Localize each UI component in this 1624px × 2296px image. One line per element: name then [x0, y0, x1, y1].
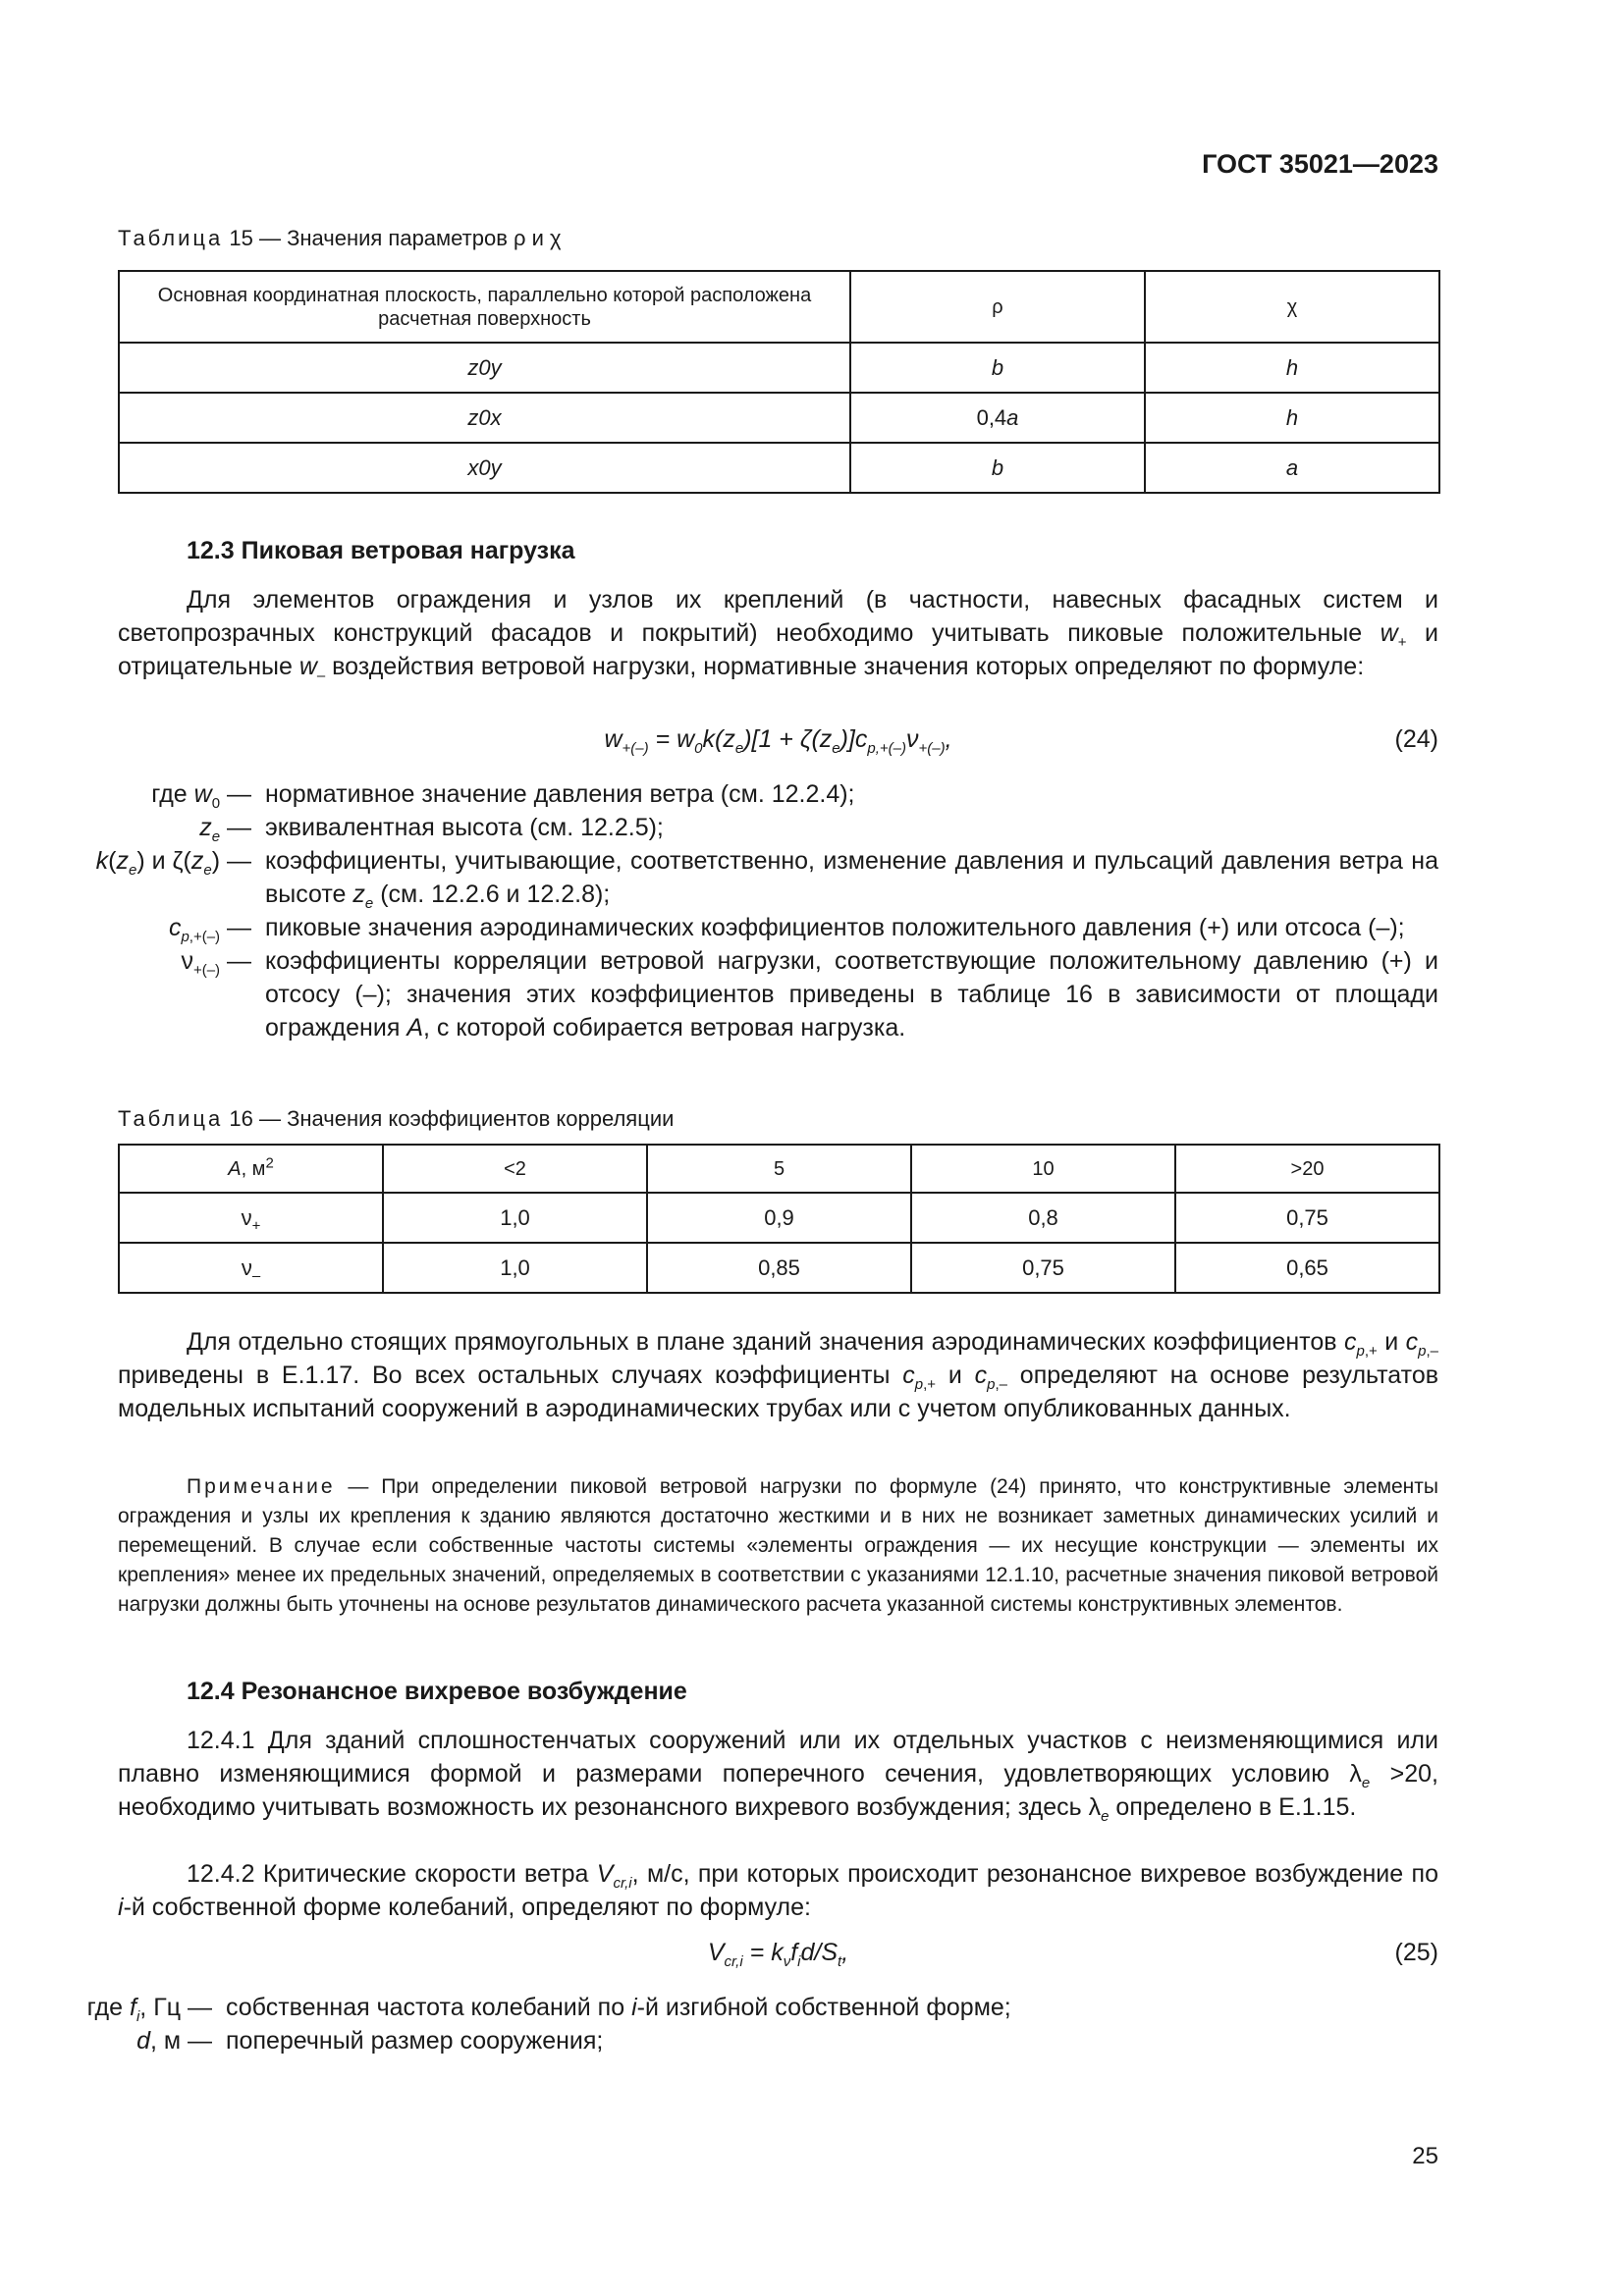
def-cp: пиковые значения аэродинамических коэффициентов положительного давления (+) или отсоса (–);: [265, 914, 1405, 941]
table16-head: 5: [647, 1145, 911, 1193]
table16-head: >20: [1175, 1145, 1439, 1193]
def-d: поперечный размер сооружения;: [226, 2027, 604, 2055]
formula-25-number: (25): [1394, 1939, 1438, 1966]
formula-24: $w_{+(-)} = w_0k(z_e)[1 + \zeta(z_e)]c_{p,+(-)}\nu_{+(-)}$, (24): [118, 722, 1438, 762]
def-ze: эквивалентная высота (см. 12.2.5);: [265, 814, 664, 841]
def-fi: собственная частота колебаний по i-й изгибной собственной форме;: [226, 1994, 1011, 2021]
table16-cell: 0,85: [647, 1243, 911, 1293]
table15-head-rho: ρ: [850, 271, 1145, 343]
table16-cell: 0,65: [1175, 1243, 1439, 1293]
table15-head-plane: Основная координатная плоскость, параллельно которой расположена расчетная поверхность: [119, 271, 850, 343]
table16-head: 10: [911, 1145, 1175, 1193]
formula-24-number: (24): [1394, 725, 1438, 753]
table16: [118, 1144, 1440, 1294]
table15-head-chi: χ: [1145, 271, 1439, 343]
section-12-3-intro: Для элементов ограждения и узлов их креплений (в частности, навесных фасадных систем и светопрозрачных конструкций фасадов и покрытий) необходимо учитывать пиковые положительные $w_+$ и отрицательные $w_-$ воздействия ветровой нагрузки, нормативные значения которых определяют по формуле:: [118, 586, 1438, 684]
table16-caption: Таблица 16 — Значения коэффициентов корреляции: [118, 1106, 675, 1131]
table16-cell: 0,75: [911, 1243, 1175, 1293]
def-w0: нормативное значение давления ветра (см. 12.2.4);: [265, 780, 855, 808]
section-12-4-1: 12.4.1 Для зданий сплошностенчатых сооружений или их отдельных участков с неизменяющимися или плавно изменяющимися формой и размерами поперечного сечения, удовлетворяющих условию $\lambda_e >20$, необходимо учитывать возможность их резонансного вихревого возбуждения; здесь $\lambda_e$ определено в Е.1.15.: [118, 1727, 1438, 1825]
table15-cell: h: [1145, 393, 1439, 443]
formula-25: $V_{cr,i} = k_\nu f_id/S_t$, (25): [118, 1936, 1438, 1975]
table16-cell: 1,0: [383, 1243, 647, 1293]
table16-cell: 1,0: [383, 1193, 647, 1243]
table16-cell: 0,8: [911, 1193, 1175, 1243]
table16-head: <2: [383, 1145, 647, 1193]
section-12-4-2: 12.4.2 Критические скорости ветра $V_{cr,i}$, м/с, при которых происходит резонансное вихревое возбуждение по i-й собственной форме колебаний, определяют по формуле:: [118, 1860, 1438, 1921]
section-12-4-title: 12.4 Резонансное вихревое возбуждение: [187, 1678, 687, 1705]
table15-cell: b: [850, 443, 1145, 493]
def-k-zeta: коэффициенты, учитывающие, соответственно, изменение давления и пульсаций давления ветра на высоте $z_e$ (см. 12.2.6 и 12.2.8);: [265, 847, 1438, 912]
table15-cell: a: [1145, 443, 1439, 493]
standard-header: ГОСТ 35021—2023: [1202, 149, 1438, 179]
page-number: 25: [1412, 2143, 1438, 2169]
table15-cell: b: [850, 343, 1145, 393]
table15-caption: Таблица 15 — Значения параметров ρ и χ: [118, 226, 562, 250]
table16-row-label: $\nu_+$: [119, 1193, 383, 1243]
table15: [118, 270, 1440, 494]
table16-head-area: A, $м^2$: [119, 1145, 383, 1193]
section-12-3-title: 12.3 Пиковая ветровая нагрузка: [187, 537, 575, 564]
table15-cell: x0y: [119, 443, 850, 493]
table15-cell: z0x: [119, 393, 850, 443]
table15-cell: 0,4a: [850, 393, 1145, 443]
def-nu: коэффициенты корреляции ветровой нагрузки, соответствующие положительному давлению (+) и отсосу (–); значения этих коэффициентов приведены в таблице 16 в зависимости от площади ограждения A, с которой собирается ветровая нагрузка.: [265, 947, 1438, 1041]
table16-cell: 0,9: [647, 1193, 911, 1243]
table15-cell: z0y: [119, 343, 850, 393]
table16-cell: 0,75: [1175, 1193, 1439, 1243]
table15-cell: h: [1145, 343, 1439, 393]
after-table16-paragraph: Для отдельно стоящих прямоугольных в плане зданий значения аэродинамических коэффициентов $c_{p,+}$ и $c_{p,-}$ приведены в Е.1.17. Во всех остальных случаях коэффициенты $c_{p,+}$ и $c_{p,-}$ определяют на основе результатов модельных испытаний сооружений в аэродинамических трубах или с учетом опубликованных данных.: [118, 1328, 1439, 1422]
formula-25-definitions: где $f_i$, Гц — собственная частота колебаний по i-й изгибной собственной форме; d, м — поперечный размер сооружения;: [69, 1991, 1438, 2057]
table16-row-label: $\nu_-$: [119, 1243, 383, 1293]
formula-24-definitions: где $w_0$ — нормативное значение давления ветра (см. 12.2.4); $z_e$ — эквивалентная высота (см. 12.2.5); $k(z_e)$ и $\zeta(z_e)$ — коэффициенты, учитывающие, соответственно, изменение давления и пульсаций давления ветра на высоте $z_e$ (см. 12.2.6 и 12.2.8); $c_{p,+(-)}$ — пиковые значения аэродинамических коэффициентов положительного давления (+) или отсоса (–); $\nu_{+(-)}$ — коэффициенты корреляции ветровой нагрузки, соответствующие положительному давлению (+) и отсосу (–); значения этих коэффициентов приведены в таблице 16 в зависимости от площади ограждения A, с которой собирается ветровая нагрузка.: [69, 777, 1438, 1044]
note-paragraph: Примечание — При определении пиковой ветровой нагрузки по формуле (24) принято, что конструктивные элементы ограждения и узлы их крепления к зданию являются достаточно жесткими и в них не возникает заметных динамических усилий и перемещений. В случае если собственные частоты системы «элементы ограждения — их несущие конструкции — элементы их крепления» менее их предельных значений, определяемых в соответствии с указаниями 12.1.10, расчетные значения пиковой ветровой нагрузки должны быть уточнены на основе результатов динамического расчета указанной системы конструктивных элементов.: [118, 1475, 1438, 1616]
